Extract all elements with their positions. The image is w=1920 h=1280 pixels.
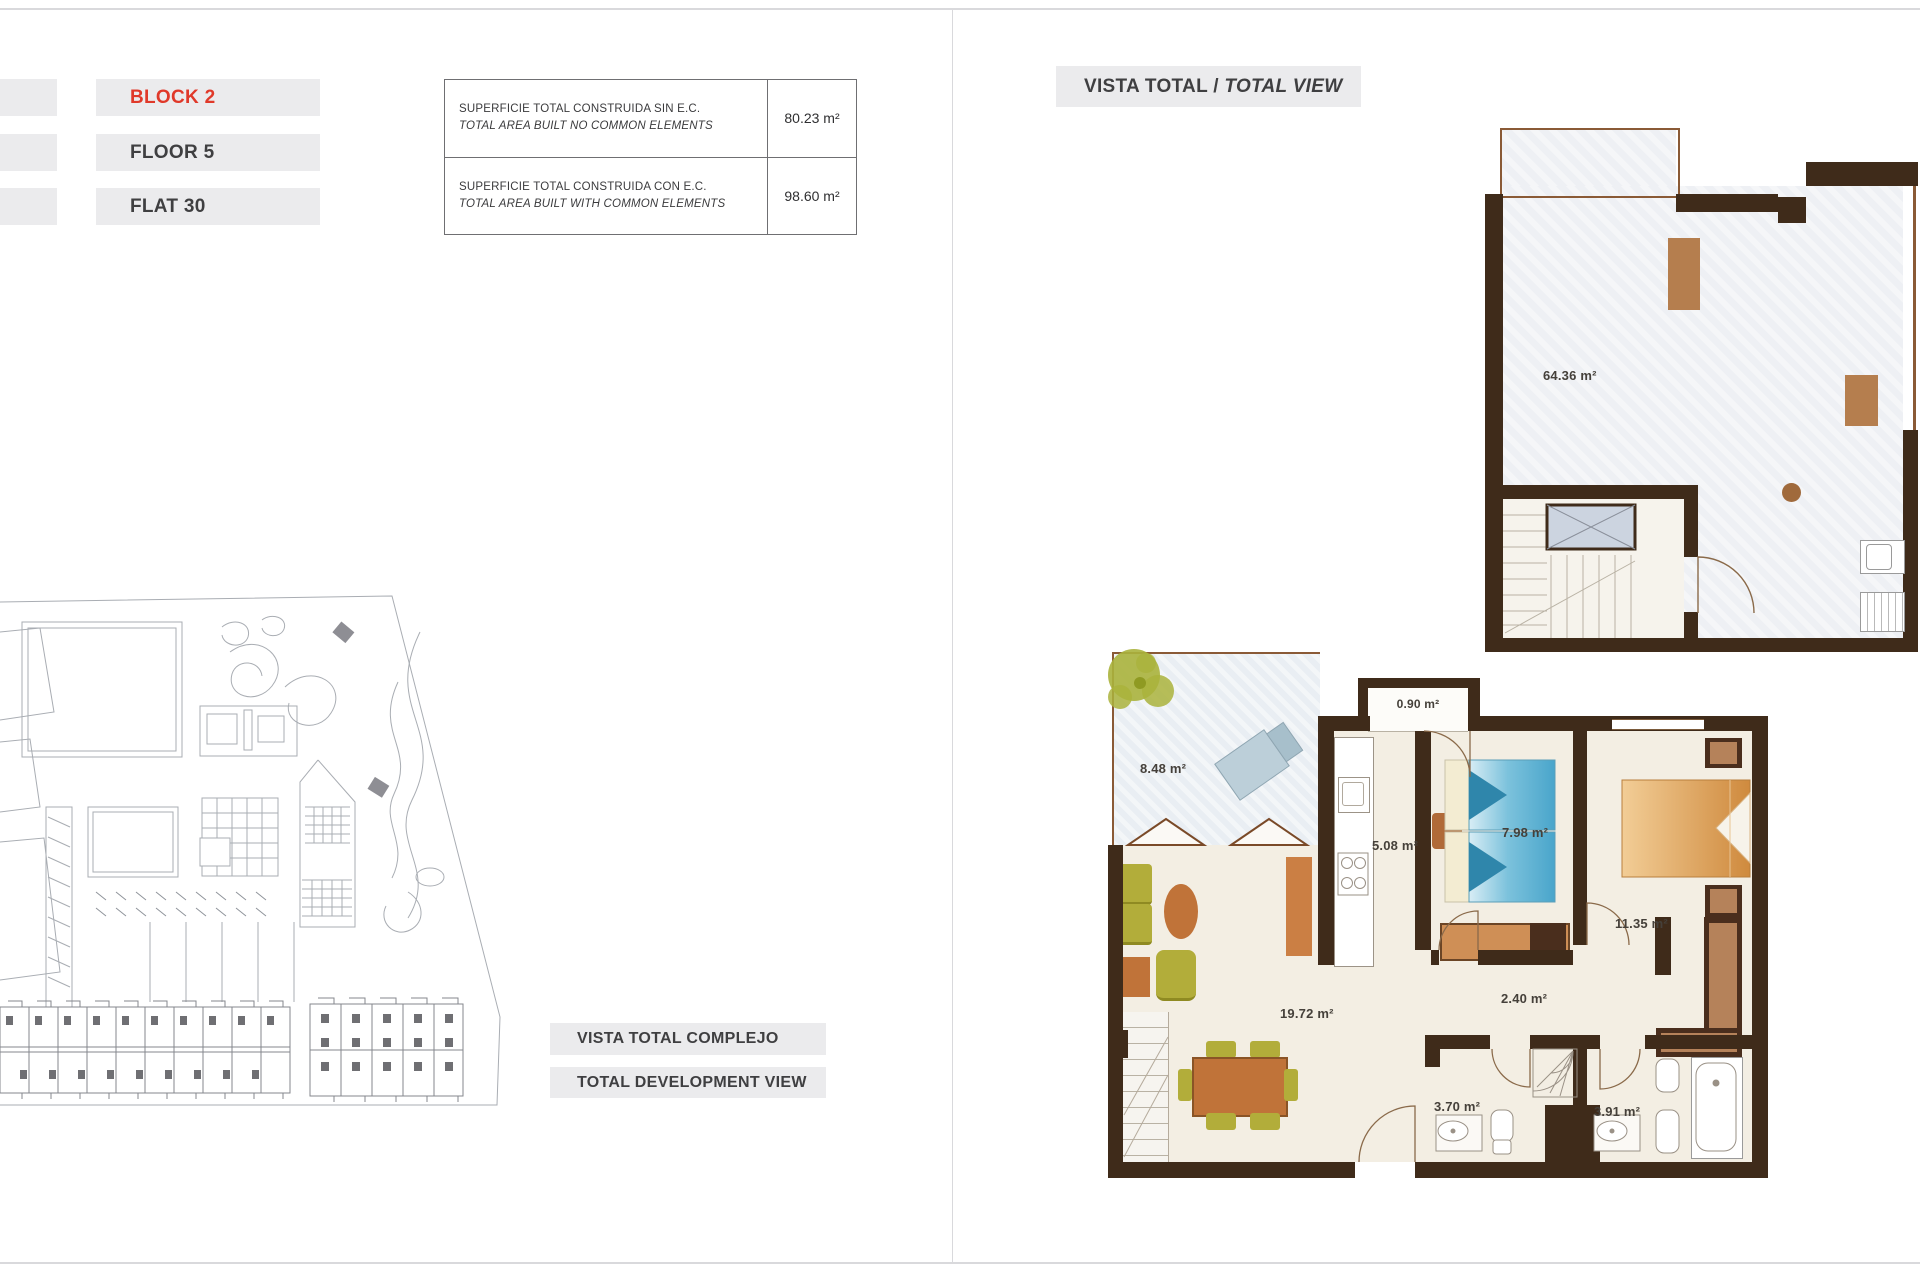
row1-label-es: SUPERFICIE TOTAL CONSTRUIDA SIN E.C. [459, 103, 701, 116]
page-bottom-border [0, 1262, 1920, 1264]
stove [1338, 853, 1368, 895]
row1-label-en: TOTAL AREA BUILT NO COMMON ELEMENTS [459, 120, 713, 133]
plant [1108, 649, 1174, 709]
stairs-break-line [1124, 1037, 1168, 1157]
garden-swirl [230, 644, 278, 696]
area-table [444, 79, 857, 235]
row2-label-es: SUPERFICIE TOTAL CONSTRUIDA CON E.C. [459, 180, 707, 193]
bath2-area-label: 3.91 m² [1594, 1104, 1641, 1119]
storage-area-label: 0.90 m² [1396, 697, 1440, 711]
block-bar [96, 79, 320, 116]
site-boundary [0, 596, 500, 1105]
terrace-lounger [1215, 718, 1306, 800]
roof-plan [1485, 125, 1920, 657]
main-bedroom-area-label: 11.35 m² [1615, 916, 1668, 931]
table-row [445, 158, 856, 235]
terrace-door-chevrons [1128, 819, 1307, 845]
total-view-text: VISTA TOTAL / TOTAL VIEW [1084, 75, 1343, 97]
cut-bar-1 [0, 79, 57, 116]
kitchen-area-label: 5.08 m² [1372, 838, 1419, 853]
bath1-area-label: 3.70 m² [1434, 1099, 1481, 1114]
apartment-strip-right [310, 998, 463, 1102]
terrace-area-label: 8.48 m² [1140, 761, 1187, 776]
living-area-label: 19.72 m² [1280, 1006, 1334, 1021]
row1-value: 80.23 m² [784, 110, 840, 127]
pool-small [88, 807, 178, 877]
floor-bar [96, 134, 320, 171]
row2-value: 98.60 m² [784, 187, 840, 204]
page-center-divider [952, 8, 953, 1264]
development-label-en-bar [550, 1067, 826, 1098]
twin-bedroom-area-label: 7.98 m² [1502, 825, 1549, 840]
development-label-es: VISTA TOTAL COMPLEJO [577, 1030, 779, 1047]
cut-bar-2 [0, 134, 57, 171]
floor-label: FLOOR 5 [130, 141, 215, 163]
site-plan [0, 592, 505, 1112]
development-label-en: TOTAL DEVELOPMENT VIEW [577, 1073, 807, 1091]
pool-large [22, 622, 182, 757]
block-label: BLOCK 2 [130, 86, 216, 108]
cut-bar-3 [0, 188, 57, 225]
solarium-area-label: 64.36 m² [1543, 368, 1597, 383]
total-view-header [1056, 66, 1361, 107]
development-label-es-bar [550, 1023, 826, 1055]
flat-label: FLAT 30 [130, 195, 206, 217]
hall-area-label: 2.40 m² [1501, 991, 1548, 1006]
flat-plan [1100, 645, 1770, 1185]
table-row [445, 80, 856, 158]
apartment-strip-left [0, 1001, 290, 1099]
roof-door-arc [1698, 557, 1754, 613]
double-bed [1622, 780, 1750, 877]
page-top-border [0, 8, 1920, 10]
flat-bar [96, 188, 320, 225]
row2-label-en: TOTAL AREA BUILT WITH COMMON ELEMENTS [459, 197, 726, 210]
